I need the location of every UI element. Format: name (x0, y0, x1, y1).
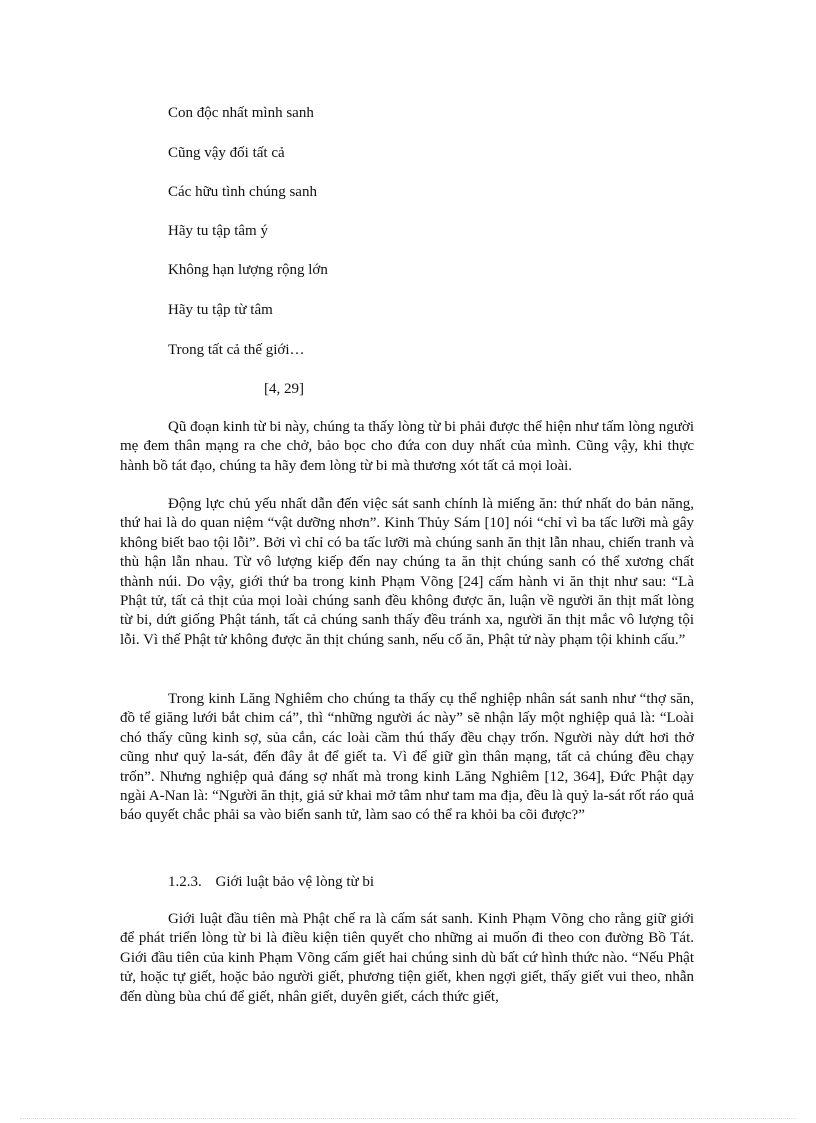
paragraph-3: Trong kinh Lăng Nghiêm cho chúng ta thấy cụ thể nghiệp nhân sát sanh như “thợ săn, đồ tể giăng lưới bắt chim cá”, thì “những người ác này” sẽ nhận lấy một nghiệp quả là: “Loài chó thấy cũng kinh sợ, sủa cắn, các loài cầm thú thấy đều chạy trốn. Người này dứt hơi thở cũng như quỷ la-sát, đến đây ắt để giết ta. Vì để giữ gìn thân mạng, tất cả chúng đều chạy trốn”. Nhưng nghiệp quả đáng sợ nhất mà trong kinh Lăng Nghiêm [12, 364], Đức Phật dạy ngài A-Nan là: “Người ăn thịt, giả sử khai mở tâm như tam ma địa, đều là quỷ la-sát rốt ráo quả báo quyết chắc phải sa vào biển sanh tử, làm sao có thể ra khỏi ba cõi được?” (120, 691, 694, 824)
section-title: Giới luật bảo vệ lòng từ bi (215, 874, 375, 890)
verse-line-1: Con độc nhất mình sanh (168, 105, 314, 121)
verse-citation: [4, 29] (264, 381, 304, 397)
paragraph-1: Qũ đoạn kinh từ bi này, chúng ta thấy lòng từ bi phải được thể hiện như tấm lòng người mẹ đem thân mạng ra che chở, bảo bọc cho đứa con duy nhất của mình. Cũng vậy, khi thực hành bồ tát đạo, chúng ta hãy đem lòng từ bi mà thương xót tất cả mọi loài. (120, 419, 694, 474)
verse-line-6: Hãy tu tập từ tâm (168, 302, 273, 318)
verse-line-2: Cũng vậy đối tất cả (168, 145, 285, 161)
verse-line-7: Trong tất cả thế giới… (168, 342, 305, 358)
verse-line-5: Không hạn lượng rộng lớn (168, 262, 328, 278)
verse-line-3: Các hữu tình chúng sanh (168, 184, 317, 200)
paragraph-4: Giới luật đầu tiên mà Phật chế ra là cấm sát sanh. Kinh Phạm Võng cho rằng giữ giới để phát triển lòng từ bi là điều kiện tiên quyết cho những ai muốn đi theo con đường Bồ Tát. Giới đầu tiên của kinh Phạm Võng cấm giết hai chúng sinh dù bất cứ hình thức nào. “Nếu Phật tử, hoặc tự giết, hoặc bảo người giết, phương tiện giết, khen ngợi giết, thấy giết vui theo, nhẫn đến dùng bùa chú để giết, nhân giết, duyên giết, cách thức giết, (120, 911, 694, 1005)
page-bottom-rule (20, 1118, 796, 1119)
paragraph-2: Động lực chủ yếu nhất dẫn đến việc sát sanh chính là miếng ăn: thứ nhất do bản năng, thứ hai là do quan niệm “vật dưỡng nhơn”. Kinh Thủy Sám [10] nói “chỉ vì ba tấc lưỡi mà gây không biết bao tội lỗi”. Bởi vì chỉ có ba tấc lưỡi mà chúng sanh ăn thịt lẫn nhau, chiến tranh và thù hận lẫn nhau. Từ vô lượng kiếp đến nay chúng ta ăn thịt chúng sanh có thể xương chất thành núi. Do vậy, giới thứ ba trong kinh Phạm Võng [24] cấm hành vi ăn thịt như sau: “Là Phật tử, tất cả thịt của mọi loài chúng sanh đều không được ăn, luận về người ăn thịt mất lòng từ bi, dứt giống Phật tánh, tất cả chúng sanh thấy đều tránh xa, người ăn thịt mắc vô lượng tội lỗi. Vì thế Phật tử không được ăn thịt chúng sanh, nếu cố ăn, Phật tử này phạm tội khinh cấu.” (120, 496, 694, 648)
verse-line-4: Hãy tu tập tâm ý (168, 223, 268, 239)
section-number: 1.2.3. (168, 874, 202, 890)
section-heading (168, 873, 374, 891)
